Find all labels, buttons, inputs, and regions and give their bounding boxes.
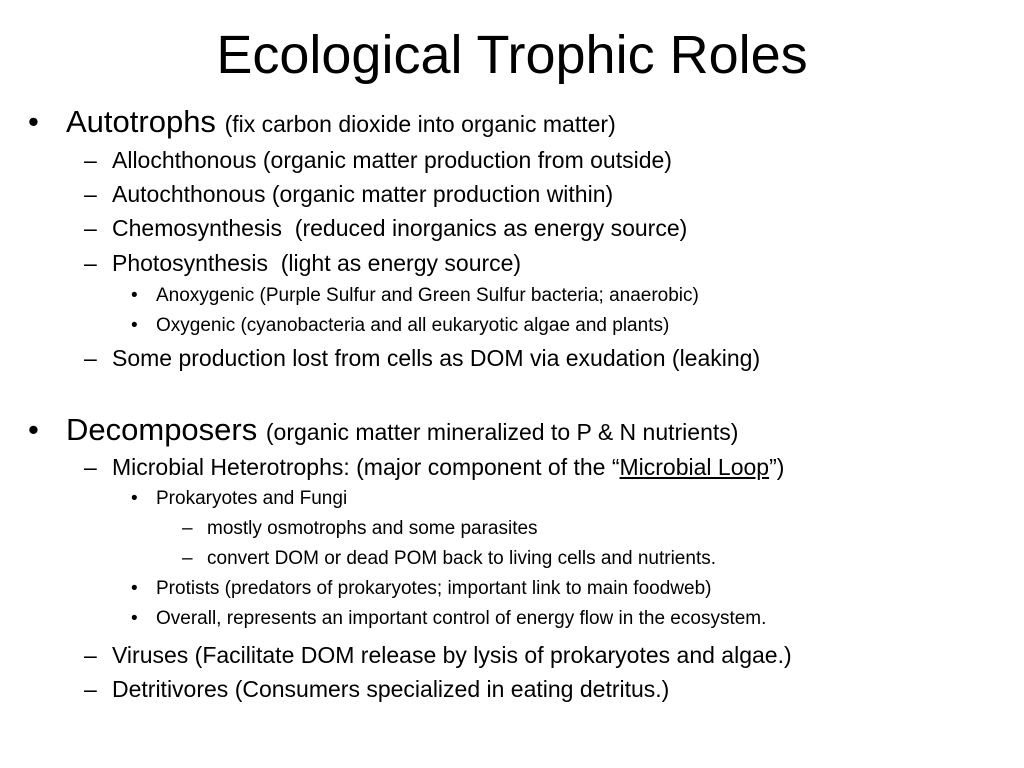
microbial-loop-link[interactable]: Microbial Loop — [619, 454, 770, 480]
microbial-prefix: Microbial Heterotrophs: (major component of the “ — [112, 454, 620, 480]
microbial-suffix: ”) — [769, 454, 785, 480]
photosynthesis-item: Photosynthesis (light as energy source) — [112, 250, 522, 276]
decomposers-heading: Decomposers — [66, 412, 258, 447]
bullet-marker: • — [131, 488, 138, 509]
overall-item: Overall, represents an important control of energy flow in the ecosystem. — [156, 608, 767, 629]
decomposers-note: (organic matter mineralized to P & N nutrients) — [265, 419, 739, 445]
detritivores-item: Detritivores (Consumers specialized in eating detritus.) — [112, 676, 670, 702]
bullet-marker: • — [131, 315, 138, 336]
prokaryotes-item: Prokaryotes and Fungi — [156, 488, 348, 509]
bullet-marker: • — [28, 412, 39, 447]
osmotrophs-item: mostly osmotrophs and some parasites — [207, 518, 538, 539]
dash-marker: – — [84, 345, 97, 371]
chemosynthesis-item: Chemosynthesis (reduced inorganics as energy source) — [112, 215, 688, 241]
bullet-marker: • — [131, 578, 138, 599]
dash-marker: – — [84, 454, 97, 480]
viruses-item: Viruses (Facilitate DOM release by lysis of prokaryotes and algae.) — [112, 642, 792, 668]
dash-marker: – — [84, 676, 97, 702]
bullet-marker: • — [131, 608, 138, 629]
bullet-marker: • — [131, 285, 138, 306]
dash-marker: – — [84, 147, 97, 173]
autotrophs-heading-line — [66, 104, 616, 142]
dash-marker: – — [84, 181, 97, 207]
protists-item: Protists (predators of prokaryotes; important link to main foodweb) — [156, 578, 712, 599]
anoxygenic-item: Anoxygenic (Purple Sulfur and Green Sulfur bacteria; anaerobic) — [156, 285, 699, 306]
dash-marker: – — [84, 642, 97, 668]
slide-title: Ecological Trophic Roles — [216, 25, 808, 85]
autochthonous-item: Autochthonous (organic matter production within) — [112, 181, 614, 207]
oxygenic-item: Oxygenic (cyanobacteria and all eukaryotic algae and plants) — [156, 315, 670, 336]
exudation-item: Some production lost from cells as DOM via exudation (leaking) — [112, 345, 761, 371]
microbial-heterotrophs-item — [112, 453, 784, 481]
convert-dom-item: convert DOM or dead POM back to living cells and nutrients. — [207, 548, 717, 569]
decomposers-heading-line — [66, 412, 738, 450]
allochthonous-item: Allochthonous (organic matter production from outside) — [112, 147, 672, 173]
autotrophs-heading: Autotrophs — [66, 104, 216, 139]
dash-marker: – — [182, 548, 193, 569]
dash-marker: – — [84, 250, 97, 276]
bullet-marker: • — [28, 104, 39, 139]
autotrophs-note: (fix carbon dioxide into organic matter) — [224, 111, 616, 137]
dash-marker: – — [84, 215, 97, 241]
dash-marker: – — [182, 518, 193, 539]
